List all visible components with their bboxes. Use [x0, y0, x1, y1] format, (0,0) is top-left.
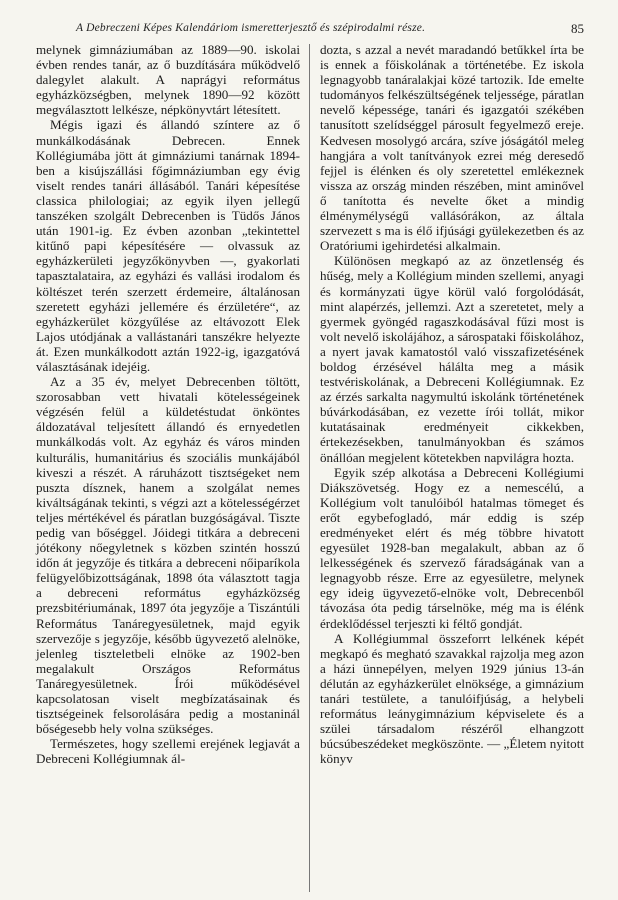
page-number: 85	[571, 21, 584, 36]
running-head: A Debreczeni Képes Kalendáriom ismeretterjesztő és szépirodalmi része.	[76, 22, 426, 34]
paragraph: melynek gimnáziumában az 1889—90. iskolai évben rendes tanár, az ő buzdítására működvelő dalegylet alakult. A naprágyi református egyházközségben, melynek 1890—92 között megválasztott lelkésze, népkönyvtárt létesített.	[36, 42, 300, 118]
column-divider	[309, 44, 310, 892]
paragraph: A Kollégiummal összeforrt lelkének képét megkapó és megható szavakkal rajzolja meg azon a házi ünnepélyen, melyen 1929 június 13-án délután az egyházkerület elnöksége, a gimnázium tanári testülete, a tanulóifjúság, a helybeli református leánygimnázium képviselete és a szülei társadalom részéről elhangzott búcsúbeszédeket megköszönte. — „Életem nyitott könyv	[320, 630, 584, 767]
paragraph: Mégis igazi és állandó színtere az ő munkálkodásának Debrecen. Ennek Kollégiumába jött át gimnáziumi tanárnak 1894-ben a kisújszállási főgimnáziumban egy évig viselt rendes tanári állásából. Tanári képesítése classica philologiai; az egyik ilyen jellegű tanszéken szolgált Debrecenben is Tüdős János után 1901-ig. Ez évben azonban „tekintettel kitűnő papi képesítésére — olvassuk az egyházkerületi jegyzőkönyvben —, gyakorlati tapasztalataira, az egyházi és vallási irodalom és költészet terén szerzett érdemeire, általánosan szeretett egyházi jellemére és érzületére“, az egyházkerület közgyűlése az eltávozott Elek Lajos utódjának a vallástanári tanszékre helyezte át. Ezen munkálkodott aztán 1922-ig, igazgatóvá választásának idejéig.	[36, 117, 300, 374]
paragraph: dozta, s azzal a nevét maradandó betűkkel írta be is ennek a főiskolának a történetébe. Ez iskola legnagyobb tanáralakjai közé tartozik. Ide emelte tudományos felkészültségének teljessége, páratlan nevelő képessége, tanári és igazgatói székében tanusított szelídséggel párosult fegyelmező ereje. Kedvesen mosolygó arcára, szíve jóságától meleg hangjára a volt tanítványok ezrei még deresedő fejjel is élénken és oly szeretettel emlékeznek vissza az ország minden részében, mint aminővel ő tanította és nevelte őket a mindig élménymélységű vallásórákon, az általa szervezett s ma is élő ifjúsági gyülekezetben és az Oratóriumi igehirdetési alkalmain.	[320, 42, 584, 254]
paragraph: Az a 35 év, melyet Debrecenben töltött, szorosabban vett hivatali kötelességeinek végzésén felül a küldetéstudat önköntes áldozatával teljesített állandó és ernyedetlen munkálkodás volt. Az egyház és város minden kulturális, humanitárius és szociális munkájából kiveszi a részét. A ráruházott tisztségeket nem puszta dísznek, hanem a szolgálat nemes kiváltságának tekinti, s végzi azt a kötelességérzet teljes mértékével és páratlan buzgóságával. Tiszte pedig van bőséggel. Jóidegi titkára a debreceni jótékony nőegyletnek s közben szintén hosszú időn át jegyzője és titkára a debreceni nőiparíkola felügyelőbizottságának, 1898 óta választott tagja a debreceni református egyházközség prezsbitériumának, 1897 óta jegyzője a Tiszántúli Református Tanáregyesületnek, majd egyik szervezője s jegyzője, később ügyvezető alelnöke, jelenleg tiszteletbeli elnöke az 1902-ben megalakult Országos Református Tanáregyesületnek. Írói működésével kapcsolatosan viselt megbízatásainak és tisztségeinek felsorolására pedig a mostaninál bőségesebb hely volna szükséges.	[36, 374, 300, 737]
paragraph: Egyik szép alkotása a Debreceni Kollégiumi Diákszövetség. Hogy ez a nemescélú, a Kollégium volt tanulóiból hatalmas tömeget és erőt egybefogladó, már eddig is szép eredményeket elért és még többre hivatott egyesület 1928-ban megalakult, abban az ő lelkességének és szervező fáradságának van a legnagyobb része. Erre az egyesületre, melynek egy ideig ügyvezető-elnöke volt, Debrecenből távozása óta pedig társelnöke, még ma is élénk érdeklődéssel terjeszti ki féltő gondját.	[320, 464, 584, 631]
left-column	[36, 42, 300, 767]
right-column	[320, 42, 584, 767]
paragraph: Természetes, hogy szellemi erejének legjavát a Debreceni Kollégiumnak ál-	[36, 736, 300, 767]
page-header	[36, 20, 584, 40]
paragraph: Különösen megkapó az az önzetlenség és hűség, mely a Kollégium minden szellemi, anyagi és kormányzati ügye körül való forgolódását, mint alapérzés, jellemzi. Azt a szeretetet, mely a gyermek gyöngéd ragaszkodásával fűzi most is volt nevelő iskolájához, a sárospataki főiskolához, a nyert javak kamatostól való visszafizetésének boldog érzésével hálálta meg a másik testvériskolának, a Debreceni Kollégiumnak. Ez az érzés sarkalta nagymultú iskolánk történetének búvárkodásában, ez vezette írói tollát, mikor kutatásainak eredményeit cikkekben, értekezésekben, tanulmányokban és számos önállóan megjelent kötetekben napvilágra hozta.	[320, 253, 584, 465]
